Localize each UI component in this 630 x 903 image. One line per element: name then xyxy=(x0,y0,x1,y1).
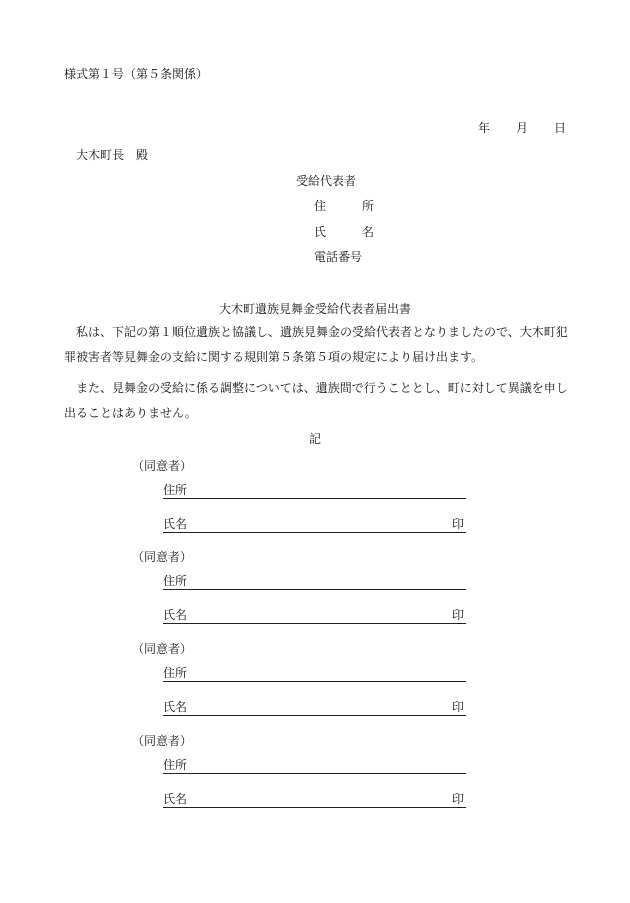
consenter-address-line[interactable] xyxy=(163,757,466,774)
seal-mark: 印 xyxy=(451,517,464,531)
form-number: 様式第１号（第５条関係） xyxy=(64,67,209,81)
consenter-name-label: 氏名 xyxy=(163,608,188,622)
consenter-name-line[interactable] xyxy=(163,699,466,716)
seal-mark: 印 xyxy=(451,792,464,806)
consenter-address-line[interactable] xyxy=(163,665,466,682)
consenter-name-line[interactable] xyxy=(163,607,466,624)
seal-mark: 印 xyxy=(451,700,464,714)
address-char-1: 住 xyxy=(314,199,327,213)
name-char-2: 名 xyxy=(361,225,374,239)
consenter-address-label: 住所 xyxy=(163,574,188,588)
consenter-name-line[interactable] xyxy=(163,516,466,533)
representative-name-label xyxy=(314,224,374,240)
consenter-address-label: 住所 xyxy=(163,758,188,772)
address-char-2: 所 xyxy=(361,199,374,213)
date-line xyxy=(478,120,566,136)
consenter-address-line[interactable] xyxy=(163,573,466,590)
consenter-label: （同意者） xyxy=(132,459,193,473)
consenter-name-line[interactable] xyxy=(163,791,466,808)
ki-heading: 記 xyxy=(308,432,321,446)
date-month: 月 xyxy=(516,121,529,135)
document-title: 大木町遺族見舞金受給代表者届出書 xyxy=(218,302,411,316)
consenter-address-label: 住所 xyxy=(163,483,188,497)
date-day: 日 xyxy=(554,121,567,135)
consenter-label: （同意者） xyxy=(132,642,193,656)
representative-heading: 受給代表者 xyxy=(296,174,357,188)
consenter-name-label: 氏名 xyxy=(163,700,188,714)
paragraph-no-objection: また、見舞金の受給に係る調整については、遺族間で行うこととし、町に対して異議を申し出ることはありません。 xyxy=(64,381,568,420)
addressee: 大木町長 殿 xyxy=(76,148,149,162)
consenter-label: （同意者） xyxy=(132,550,193,564)
consenter-name-label: 氏名 xyxy=(163,792,188,806)
consenter-address-line[interactable] xyxy=(163,482,466,499)
name-char-1: 氏 xyxy=(314,225,327,239)
date-year: 年 xyxy=(478,121,491,135)
representative-address-label xyxy=(314,198,374,214)
consenter-name-label: 氏名 xyxy=(163,517,188,531)
consenter-address-label: 住所 xyxy=(163,666,188,680)
seal-mark: 印 xyxy=(451,608,464,622)
paragraph-declaration: 私は、下記の第１順位遺族と協議し、遺族見舞金の受給代表者となりましたので、大木町犯罪被害者等見舞金の支給に関する規則第５条第５項の規定により届け出ます。 xyxy=(64,325,568,364)
consenter-label: （同意者） xyxy=(132,734,193,748)
representative-phone-label: 電話番号 xyxy=(314,250,363,264)
